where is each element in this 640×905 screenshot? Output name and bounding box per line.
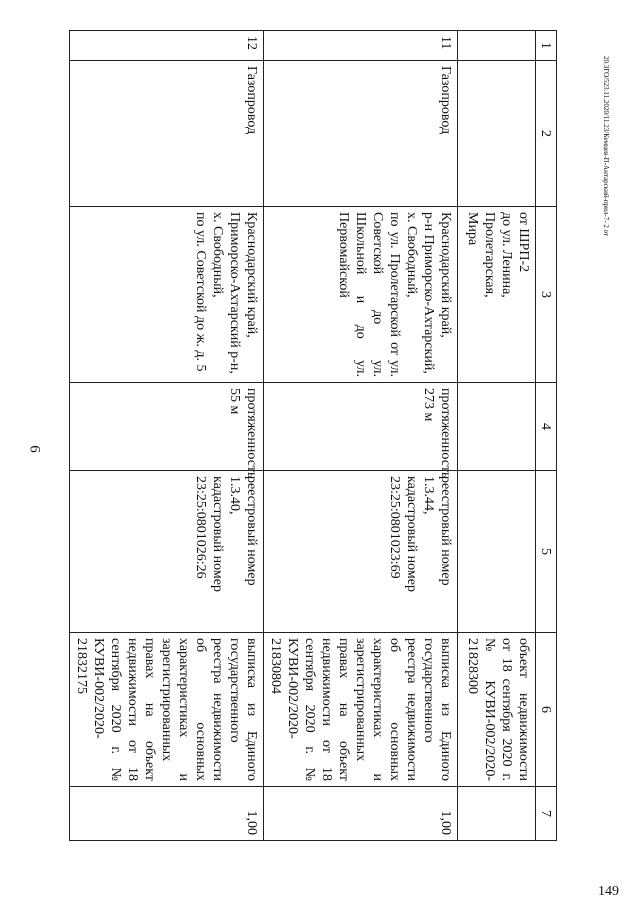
header-cell: 4 [536,383,557,471]
object-length: протяженность 55 м [70,383,264,471]
document-info: выписка из Единого государственного реестра недвижимости об основных характеристиках и зарегистрированных правах на объект недвижимости от 18 сентября 2020 г. № КУВИ-002/2020-21832175 [70,633,264,787]
object-location: от ШРП-2 до ул. Ленина, Пролетарская, Мира [458,207,536,383]
side-stamp: 20.ЗГО/523.11.2020/11.23/Кемцев-П-Антарский-прил-7- 2 от [602,55,610,237]
share-value: 1,00 [264,787,458,841]
header-cell: 5 [536,471,557,633]
table-row [458,31,536,841]
object-name: Газопровод [264,61,458,207]
object-name [458,61,536,207]
header-cell: 3 [536,207,557,383]
table-row [70,31,264,841]
document-info: объект недвижимости от 18 сентября 2020 г. № КУВИ-002/2020-21828300 [458,633,536,787]
rotated-table-wrapper [74,30,557,840]
row-number: 12 [70,31,264,61]
property-table [69,30,557,841]
object-length [458,383,536,471]
row-number: 11 [264,31,458,61]
object-name: Газопровод [70,61,264,207]
header-cell: 2 [536,61,557,207]
registry-info [458,471,536,633]
object-length: протяженность 273 м [264,383,458,471]
object-location: Краснодарский край, Приморско-Ахтарский р-н, х. Свободный, по ул. Советской до ж. д. 5 [70,207,264,383]
header-cell: 6 [536,633,557,787]
table-row [264,31,458,841]
footer-page-number: 149 [598,884,619,899]
document-info: выписка из Единого государственного реестра недвижимости об основных характеристиках и зарегистрированных правах на объект недвижимости от 18 сентября 2020 г. № КУВИ-002/2020-21830804 [264,633,458,787]
registry-info: реестровый номер 1.3.44, кадастровый номер 23:25:0801023:69 [264,471,458,633]
share-value [458,787,536,841]
header-cell: 1 [536,31,557,61]
share-value: 1,00 [70,787,264,841]
header-cell: 7 [536,787,557,841]
row-number [458,31,536,61]
registry-info: реестровый номер 1.3.40, кадастровый номер 23:25:0801026:26 [70,471,264,633]
table-header-row [536,31,557,841]
object-location: Краснодарский край, р-н Приморско-Ахтарский, х. Свободный, по ул. Пролетарской от ул. Советской до ул. Школьной и до ул. Первомайской [264,207,458,383]
page-number: 6 [26,445,43,453]
